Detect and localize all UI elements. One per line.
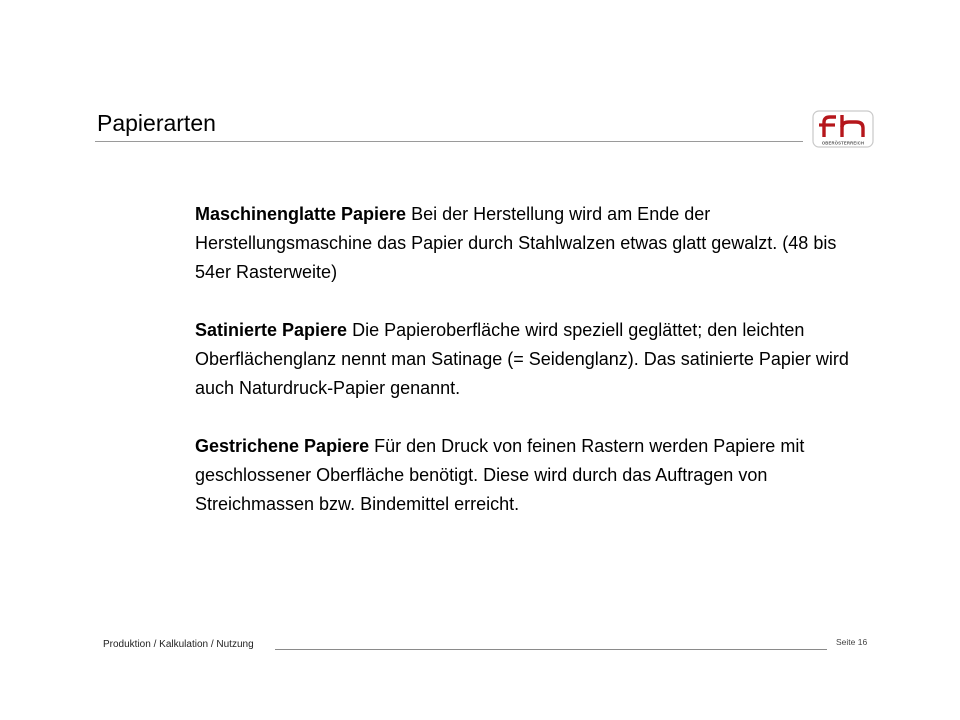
text-satinierte: Die Papieroberfläche wird speziell geglättet; den leichten Oberflächenglanz nennt man Satinage (= Seidenglanz). Das satinierte Papier wird auch Naturdruck-Papier genannt. bbox=[195, 320, 849, 398]
logo-caption: OBERÖSTERREICH bbox=[821, 140, 865, 146]
footer-label: Produktion / Kalkulation / Nutzung bbox=[103, 639, 254, 650]
slide-body bbox=[195, 200, 875, 519]
paragraph-gestrichene bbox=[195, 432, 875, 519]
title-divider bbox=[95, 141, 803, 142]
text-maschinenglatte: Bei der Herstellung wird am Ende der Herstellungsmaschine das Papier durch Stahlwalzen etwas glatt gewalzt. (48 bis 54er Rasterweite) bbox=[195, 204, 837, 282]
footer-divider bbox=[275, 649, 827, 650]
slide-title: Papierarten bbox=[97, 110, 216, 136]
fh-logo bbox=[812, 110, 874, 148]
page-number: Seite 16 bbox=[836, 637, 868, 647]
term-maschinenglatte: Maschinenglatte Papiere bbox=[195, 204, 407, 224]
paragraph-maschinenglatte bbox=[195, 200, 875, 287]
term-gestrichene: Gestrichene Papiere bbox=[195, 436, 370, 456]
text-gestrichene: Für den Druck von feinen Rastern werden Papiere mit geschlossener Oberfläche benötigt. Diese wird durch das Auftragen von Streichmassen bzw. Bindemittel erreicht. bbox=[195, 436, 805, 514]
fh-logo-icon bbox=[812, 110, 874, 148]
paragraph-satinierte bbox=[195, 316, 875, 403]
term-satinierte: Satinierte Papiere bbox=[195, 320, 348, 340]
